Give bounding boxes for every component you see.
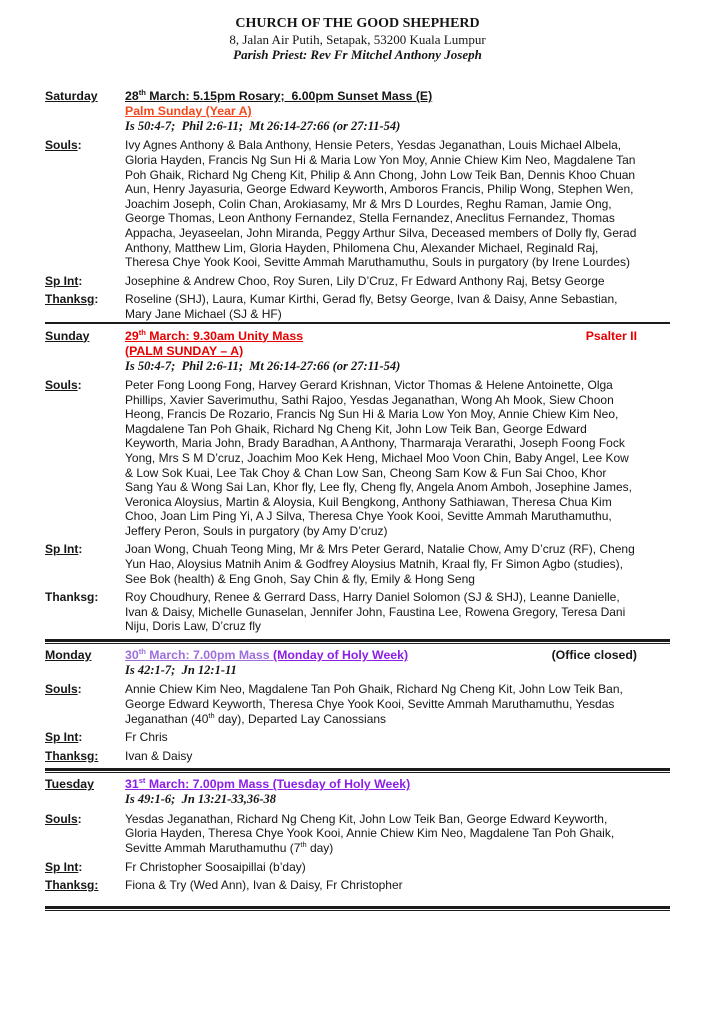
sp-int-label: Sp Int [45, 859, 79, 874]
thanksg-text: Fiona & Try (Wed Ann), Ivan & Daisy, Fr Christopher [125, 878, 403, 893]
souls-row [45, 812, 670, 856]
section-divider [45, 322, 670, 324]
sp-int-row [45, 730, 670, 745]
label-colon: : [94, 878, 99, 893]
day-label-sunday: Sunday [45, 328, 90, 343]
mass-time-line [125, 648, 637, 663]
sp-int-row [45, 542, 670, 586]
label-colon: : [78, 542, 83, 557]
office-closed-label: (Office closed) [551, 648, 637, 663]
thanksg-label: Thanksg [45, 878, 95, 893]
sp-int-row [45, 860, 670, 875]
thanksg-row [45, 590, 670, 634]
mass-time-line [125, 89, 637, 104]
souls-label: Souls [45, 138, 78, 153]
souls-label: Souls [45, 811, 78, 826]
mass-time-part2: (Monday of Holy Week) [273, 648, 409, 663]
feast-title: Palm Sunday (Year A) [125, 104, 252, 118]
parish-priest: Parish Priest: Rev Fr Mitchel Anthony Joseph [233, 47, 482, 62]
section-saturday [45, 89, 670, 322]
thanksg-label: Thanksg [45, 590, 95, 605]
label-colon: : [77, 682, 82, 697]
souls-row [45, 138, 670, 269]
section-divider [45, 768, 670, 773]
souls-text: Annie Chiew Kim Neo, Magdalene Tan Poh Ghaik, Richard Ng Cheng Kit, John Low Teik Ban, George Edward Keyworth, Theresa Chye Yook Kooi, Sevitte Ammah Maruthamuthu, Yesdas Jeganathan (40th day), Departed Lay Canossians [125, 682, 623, 726]
souls-text: Ivy Agnes Anthony & Bala Anthony, Hensie Peters, Yesdas Jeganathan, Louis Michael Albela, Gloria Hayden, Francis Ng Sun Hi & Maria Low Yon Moy, Annie Chiew Kim Neo, Magdalene Tan Poh Ghaik, Richard Ng Cheng Kit, Philip & Ann Chong, John Low Teik Ban, Dennis Khoo Chuan Aun, Henry Jayasuria, George Edward Keyworth, Amboros Francis, Philip Wong, Stephen Wen, Joachim Joseph, Colin Chan, Arokiasamy, Mr & Mrs D Lourdes, Reghu Raman, Jamie Ong, George Thomas, Leon Anthony Fernandez, Stella Fernandez, Aneclitus Fernandez, Thomas Appacha, Jeyaseelan, John Miranda, Peggy Arthur Silva, Deceased members of Dolly fly, Gerad Anthony, Matthew Lim, Gloria Hayden, Philomena Chu, Alexander Michael, Reginald Raj, Theresa Chye Yook Kooi, Sevitte Ammah Maruthamuthu, Souls in purgatory (by Irene Lourdes) [125, 138, 637, 270]
thanksg-text: Roy Choudhury, Renee & Gerrard Dass, Harry Daniel Solomon (SJ & SHJ), Leanne Danielle, Ivan & Daisy, Michelle Gunaselan, Jennifer John, Faustina Lee, Rowena Gregory, Teresa Dani Niju, Doris Law, D’cruz fly [125, 590, 626, 634]
thanksg-label: Thanksg [45, 748, 95, 763]
mass-time-part1: 30th March: 7.00pm Mass [125, 646, 273, 663]
thanksg-text: Roseline (SHJ), Laura, Kumar Kirthi, Gerad fly, Betsy George, Ivan & Daisy, Anne Sebastian, Mary Jane Michael (SJ & HF) [125, 292, 618, 321]
label-colon: : [78, 859, 83, 874]
church-name: CHURCH OF THE GOOD SHEPHERD [235, 16, 480, 31]
day-header-row [45, 648, 670, 678]
bottom-divider [45, 906, 670, 911]
mass-time-line [125, 329, 637, 344]
feast-line [125, 344, 637, 359]
souls-row [45, 682, 670, 726]
label-colon: : [78, 730, 83, 745]
sp-int-label: Sp Int [45, 273, 79, 288]
thanksg-label: Thanksg [45, 292, 95, 307]
day-header-row [45, 777, 670, 807]
scripture-readings: Is 50:4-7; Phil 2:6-11; Mt 26:14-27:66 (or 27:11-54) [125, 358, 401, 373]
souls-label: Souls [45, 377, 78, 392]
day-header-row [45, 89, 670, 134]
label-colon: : [77, 377, 82, 392]
section-divider [45, 639, 670, 644]
souls-row [45, 378, 670, 539]
mass-time-text [125, 648, 408, 663]
thanksg-row [45, 292, 670, 321]
sp-int-row [45, 274, 670, 289]
scripture-readings: Is 49:1-6; Jn 13:21-33,36-38 [125, 792, 277, 807]
day-label-saturday: Saturday [45, 89, 98, 103]
day-label-monday: Monday [45, 648, 92, 663]
feast-line [125, 104, 637, 119]
label-colon: : [94, 748, 99, 763]
section-sunday [45, 329, 670, 635]
mass-time-text: 31st March: 7.00pm Mass (Tuesday of Holy Week) [125, 776, 411, 792]
label-colon: : [94, 590, 99, 605]
mass-time-text: 28th March: 5.15pm Rosary; 6.00pm Sunset Mass (E) [125, 87, 433, 103]
label-colon: : [78, 273, 83, 288]
day-header-row [45, 329, 670, 374]
label-colon: : [77, 138, 82, 153]
section-monday [45, 648, 670, 763]
church-header [45, 16, 670, 62]
souls-label: Souls [45, 682, 78, 697]
thanksg-row [45, 878, 670, 893]
sp-int-text: Fr Christopher Soosaipillai (b’day) [125, 859, 306, 874]
mass-schedule [45, 89, 670, 911]
scripture-readings: Is 42:1-7; Jn 12:1-11 [125, 663, 237, 678]
mass-time-text: 29th March: 9.30am Unity Mass [125, 327, 304, 343]
church-address: 8, Jalan Air Putih, Setapak, 53200 Kuala Lumpur [229, 32, 486, 47]
sp-int-text: Joan Wong, Chuah Teong Ming, Mr & Mrs Peter Gerard, Natalie Chow, Amy D’cruz (RF), Cheng Yun Hao, Aloysius Matnih Anim & Godfrey Aloysius Matnih, Kraal fly, Fr Simon Agbo (studies), See Bok (health) & Eng Gnoh, Say Chin & fly, Emily & Hong Seng [125, 542, 635, 586]
mass-time-line [125, 777, 637, 792]
sp-int-text: Fr Chris [125, 730, 168, 745]
label-colon: : [94, 292, 99, 307]
psalter-label: Psalter II [585, 328, 637, 343]
sp-int-label: Sp Int [45, 542, 79, 557]
souls-text: Peter Fong Loong Fong, Harvey Gerard Krishnan, Victor Thomas & Helene Antoinette, Olga Phillips, Xavier Saverimuthu, Sathi Rajoo, Yesdas Jeganathan, Wong Ah Mook, Siew Choon Heong, Francis De Rozario, Francis Ng Sun Hi & Maria Low Yon Moy, Annie Chiew Kim Neo, Magdalene Tan Poh Ghaik, Richard Ng Cheng Kit, John Low Teik Ban, George Edward Keyworth, Maria John, Brady Baradhan, A Anthony, Tharmaraja Verarathi, Joseph Foong Fock Yong, Mrs S M D’cruz, Joachim Moo Kek Heng, Michael Moo Voon Chin, Baby Angel, Lee Kow & Low Sok Kuai, Lee Tak Choy & Chan Low San, Cheong Sam Kow & Fun Sai Choo, Khor Sang Yau & Wong Sai Lan, Khor fly, Lee fly, Cheng fly, Angela Anom Amboh, Josephine James, Veronica Aloysius, Martin & Aloysia, Kuil Bengkong, Anthony Sathiawan, Theresa Chua Kim Choo, Joan Lim Ping Yi, A J Silva, Theresa Chye Yook Kooi, Sevitte Ammah Maruthamuthu, Jeffery Peron, Souls in purgatory (by Amy D’cruz) [125, 377, 632, 538]
sp-int-text: Josephine & Andrew Choo, Roy Suren, Lily D’Cruz, Fr Edward Anthony Raj, Betsy George [125, 273, 605, 288]
feast-title: (PALM SUNDAY – A) [125, 343, 244, 358]
thanksg-row [45, 749, 670, 764]
sp-int-label: Sp Int [45, 730, 79, 745]
day-label-tuesday: Tuesday [45, 777, 94, 792]
souls-text: Yesdas Jeganathan, Richard Ng Cheng Kit, John Low Teik Ban, George Edward Keyworth, Gloria Hayden, Theresa Chye Yook Kooi, Annie Chiew Kim Neo, Magdalene Tan Poh Ghaik, Sevitte Ammah Maruthamuthu (7th day) [125, 811, 615, 855]
label-colon: : [77, 811, 82, 826]
thanksg-text: Ivan & Daisy [125, 748, 193, 763]
scripture-readings: Is 50:4-7; Phil 2:6-11; Mt 26:14-27:66 (or 27:11-54) [125, 119, 401, 133]
section-tuesday [45, 777, 670, 892]
